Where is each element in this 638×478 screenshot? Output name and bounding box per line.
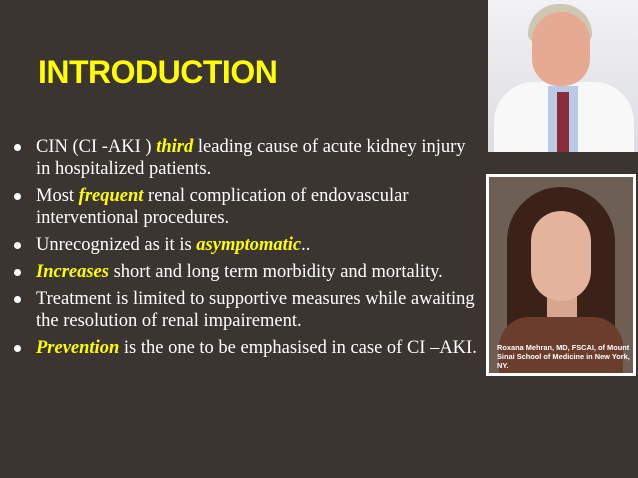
- bullet-dot-icon: [14, 144, 21, 151]
- bullet-item: [12, 136, 482, 180]
- bullet-dot-icon: [14, 242, 21, 249]
- portrait-photo-woman: [486, 174, 636, 376]
- bullet-text: Most: [36, 186, 79, 206]
- bullet-text: short and long term morbidity and mortality.: [108, 262, 443, 282]
- bullet-list: [12, 136, 482, 364]
- bullet-text: leading cause of acute kidney injury in hospitalized patients.: [36, 137, 466, 179]
- bullet-item: [12, 234, 482, 256]
- bullet-emphasis: Increases: [36, 262, 109, 282]
- bullet-emphasis: frequent: [78, 186, 144, 206]
- portrait-photo-man: [488, 0, 638, 152]
- bullet-emphasis: Prevention: [36, 338, 120, 358]
- bullet-dot-icon: [14, 269, 21, 276]
- bullet-text: ..: [301, 235, 311, 255]
- bullet-text: is the one to be emphasised in case of CI –AKI.: [119, 338, 477, 358]
- bullet-item: [12, 288, 482, 332]
- bullet-dot-icon: [14, 296, 21, 303]
- bullet-dot-icon: [14, 345, 21, 352]
- bullet-item: [12, 261, 482, 283]
- bullet-text: Unrecognized as it is: [36, 235, 197, 255]
- bullet-text: CIN (CI -AKI ): [36, 137, 157, 157]
- bullet-emphasis: asymptomatic: [196, 235, 302, 255]
- bullet-dot-icon: [14, 193, 21, 200]
- photo-caption: Roxana Mehran, MD, FSCAI, of Mount Sinai School of Medicine in New York, NY.: [497, 343, 630, 370]
- bullet-text: Treatment is limited to supportive measures while awaiting the resolution of renal impairement.: [36, 289, 475, 331]
- bullet-item: [12, 337, 482, 359]
- bullet-text: renal complication of endovascular interventional procedures.: [36, 186, 409, 228]
- bullet-emphasis: third: [156, 137, 194, 157]
- bullet-item: [12, 185, 482, 229]
- slide-title: INTRODUCTION: [38, 54, 278, 90]
